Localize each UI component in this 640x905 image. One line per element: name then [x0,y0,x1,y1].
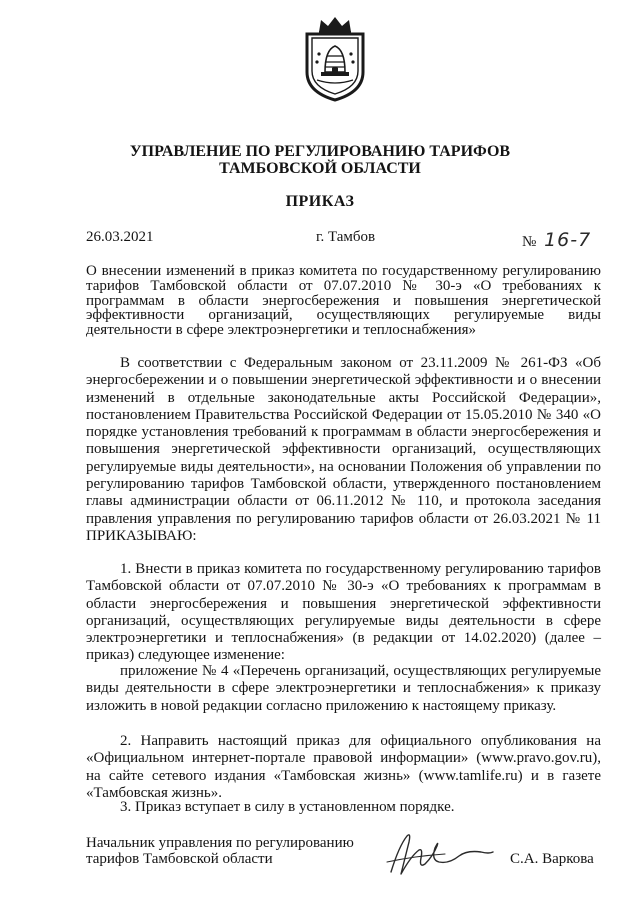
document-number-value: 16-7 [544,229,592,251]
document-date: 26.03.2021 [86,229,154,245]
document-city: г. Тамбов [316,229,376,245]
signatory-name: С.А. Варкова [510,851,594,867]
document-number [522,229,591,251]
preamble-paragraph: В соответствии с Федеральным законом от 23.11.2009 № 261-ФЗ «Об энергосбережении и о повышении энергетической эффективности и о внесении изменений в отдельные законодательные акты Российской Федерации», постановлением Правительства Российской Федерации от 15.05.2010 № 340 «О порядке установления требований к программам в области энергосбережения и повышения энергетической эффективности организаций, осуществляющих регулируемые виды деятельности», на основании Положения об управлении по регулированию тарифов Тамбовской области, утвержденного постановлением главы администрации области от 06.11.2012 № 110, и протокола заседания правления управления по регулированию тарифов области от 26.03.2021 № 11 ПРИКАЗЫВАЮ: [86,355,601,544]
signatory-role-line-1: Начальник управления по регулированию [86,835,354,851]
order-item-1: 1. Внести в приказ комитета по государственному регулированию тарифов Тамбовской области от 07.07.2010 № 30-э «О требованиях к программам в области энергосбережения и повышения энергетической эффективности организаций, осуществляющих регулируемые виды деятельности в сфере электроэнергетики и теплоснабжения» (в редакции от 14.02.2020) (далее – приказ) следующее изменение: [86,561,601,664]
org-title-line-2: ТАМБОВСКОЙ ОБЛАСТИ [219,160,421,177]
tambov-region-coat-of-arms-icon [299,14,371,102]
document-subject: О внесении изменений в приказ комитета по государственному регулированию тарифов Тамбовской области от 07.07.2010 № 30-э «О требованиях к программам в области энергосбережения и повышения энергетической эффективности организаций, осуществляющих регулируемые виды деятельности в сфере электроэнергетики и теплоснабжения» [86,263,601,339]
document-type-heading: ПРИКАЗ [285,193,355,210]
signatory-role-line-2: тарифов Тамбовской области [86,851,273,867]
document-number-label: № [522,234,537,250]
order-item-2: 2. Направить настоящий приказ для официального опубликования на «Официальном интернет-портале правовой информации» (www.pravo.gov.ru), на сайте сетевого издания «Тамбовская жизнь» (www.tamlife.ru) и в газете «Тамбовская жизнь». [86,733,601,801]
org-title-line-1: УПРАВЛЕНИЕ ПО РЕГУЛИРОВАНИЮ ТАРИФОВ [129,143,511,160]
order-item-3: 3. Приказ вступает в силу в установленном порядке. [120,799,455,815]
handwritten-signature-icon [385,828,495,880]
order-item-1-subparagraph: приложение № 4 «Перечень организаций, осуществляющих регулируемые виды деятельности в сфере электроэнергетики и теплоснабжения» к приказу изложить в новой редакции согласно приложению к настоящему приказу. [86,663,601,714]
signatory-role [86,835,354,867]
